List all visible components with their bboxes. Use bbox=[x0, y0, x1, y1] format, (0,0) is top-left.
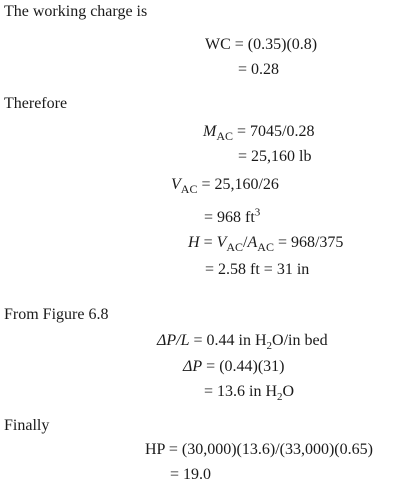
equation-dp-result bbox=[204, 383, 295, 404]
dpl-symbol: ΔP/L bbox=[157, 332, 190, 349]
equation-h-result: = 2.58 ft = 31 in bbox=[205, 261, 310, 278]
intro-working-charge: The working charge is bbox=[4, 3, 148, 20]
h-v-symbol: V bbox=[216, 234, 227, 251]
equation-mac-result: = 25,160 lb bbox=[238, 148, 312, 165]
equation-hp-line1: HP = (30,000)(13.6)/(33,000)(0.65) bbox=[145, 441, 373, 458]
h-symbol: H bbox=[188, 234, 200, 251]
equation-mac bbox=[203, 123, 315, 144]
h-rhs: = 968/375 bbox=[273, 234, 344, 251]
h-a-symbol: A bbox=[247, 234, 258, 251]
text-finally: Finally bbox=[4, 417, 50, 434]
vac-rhs: = 25,160/26 bbox=[197, 176, 279, 193]
vac-result-value: = 968 ft bbox=[204, 209, 255, 226]
mac-rhs: = 7045/0.28 bbox=[233, 123, 315, 140]
dpl-subscript: 2 bbox=[266, 340, 273, 353]
equation-wc-line1: WC = (0.35)(0.8) bbox=[205, 36, 318, 53]
dp-result-post: O bbox=[282, 383, 295, 400]
h-equals: = bbox=[199, 234, 217, 251]
dpl-rhs-pre: = 0.44 in H bbox=[189, 332, 267, 349]
equation-dp bbox=[183, 359, 285, 375]
dp-symbol: ΔP bbox=[183, 358, 203, 375]
dp-result-pre: = 13.6 in H bbox=[204, 383, 278, 400]
dp-rhs: = (0.44)(31) bbox=[202, 358, 285, 375]
vac-subscript: AC bbox=[180, 182, 198, 197]
equation-vac bbox=[171, 176, 279, 197]
dpl-rhs-post: O/in bed bbox=[272, 332, 328, 349]
equation-wc-line2: = 0.28 bbox=[238, 61, 280, 78]
mac-subscript: AC bbox=[216, 129, 233, 144]
equation-dpl bbox=[157, 332, 328, 353]
text-therefore: Therefore bbox=[4, 95, 68, 112]
h-slash: / bbox=[243, 234, 248, 251]
dp-result-subscript: 2 bbox=[277, 391, 283, 404]
mac-symbol: M bbox=[203, 123, 217, 140]
equation-hp-line2: = 19.0 bbox=[170, 466, 212, 483]
h-v-subscript: AC bbox=[226, 240, 244, 255]
h-a-subscript: AC bbox=[257, 240, 274, 255]
text-from-figure: From Figure 6.8 bbox=[4, 306, 109, 323]
vac-result-exponent: 3 bbox=[254, 206, 261, 219]
equation-h bbox=[188, 234, 344, 255]
equation-vac-result bbox=[204, 206, 261, 226]
vac-symbol: V bbox=[171, 176, 181, 193]
